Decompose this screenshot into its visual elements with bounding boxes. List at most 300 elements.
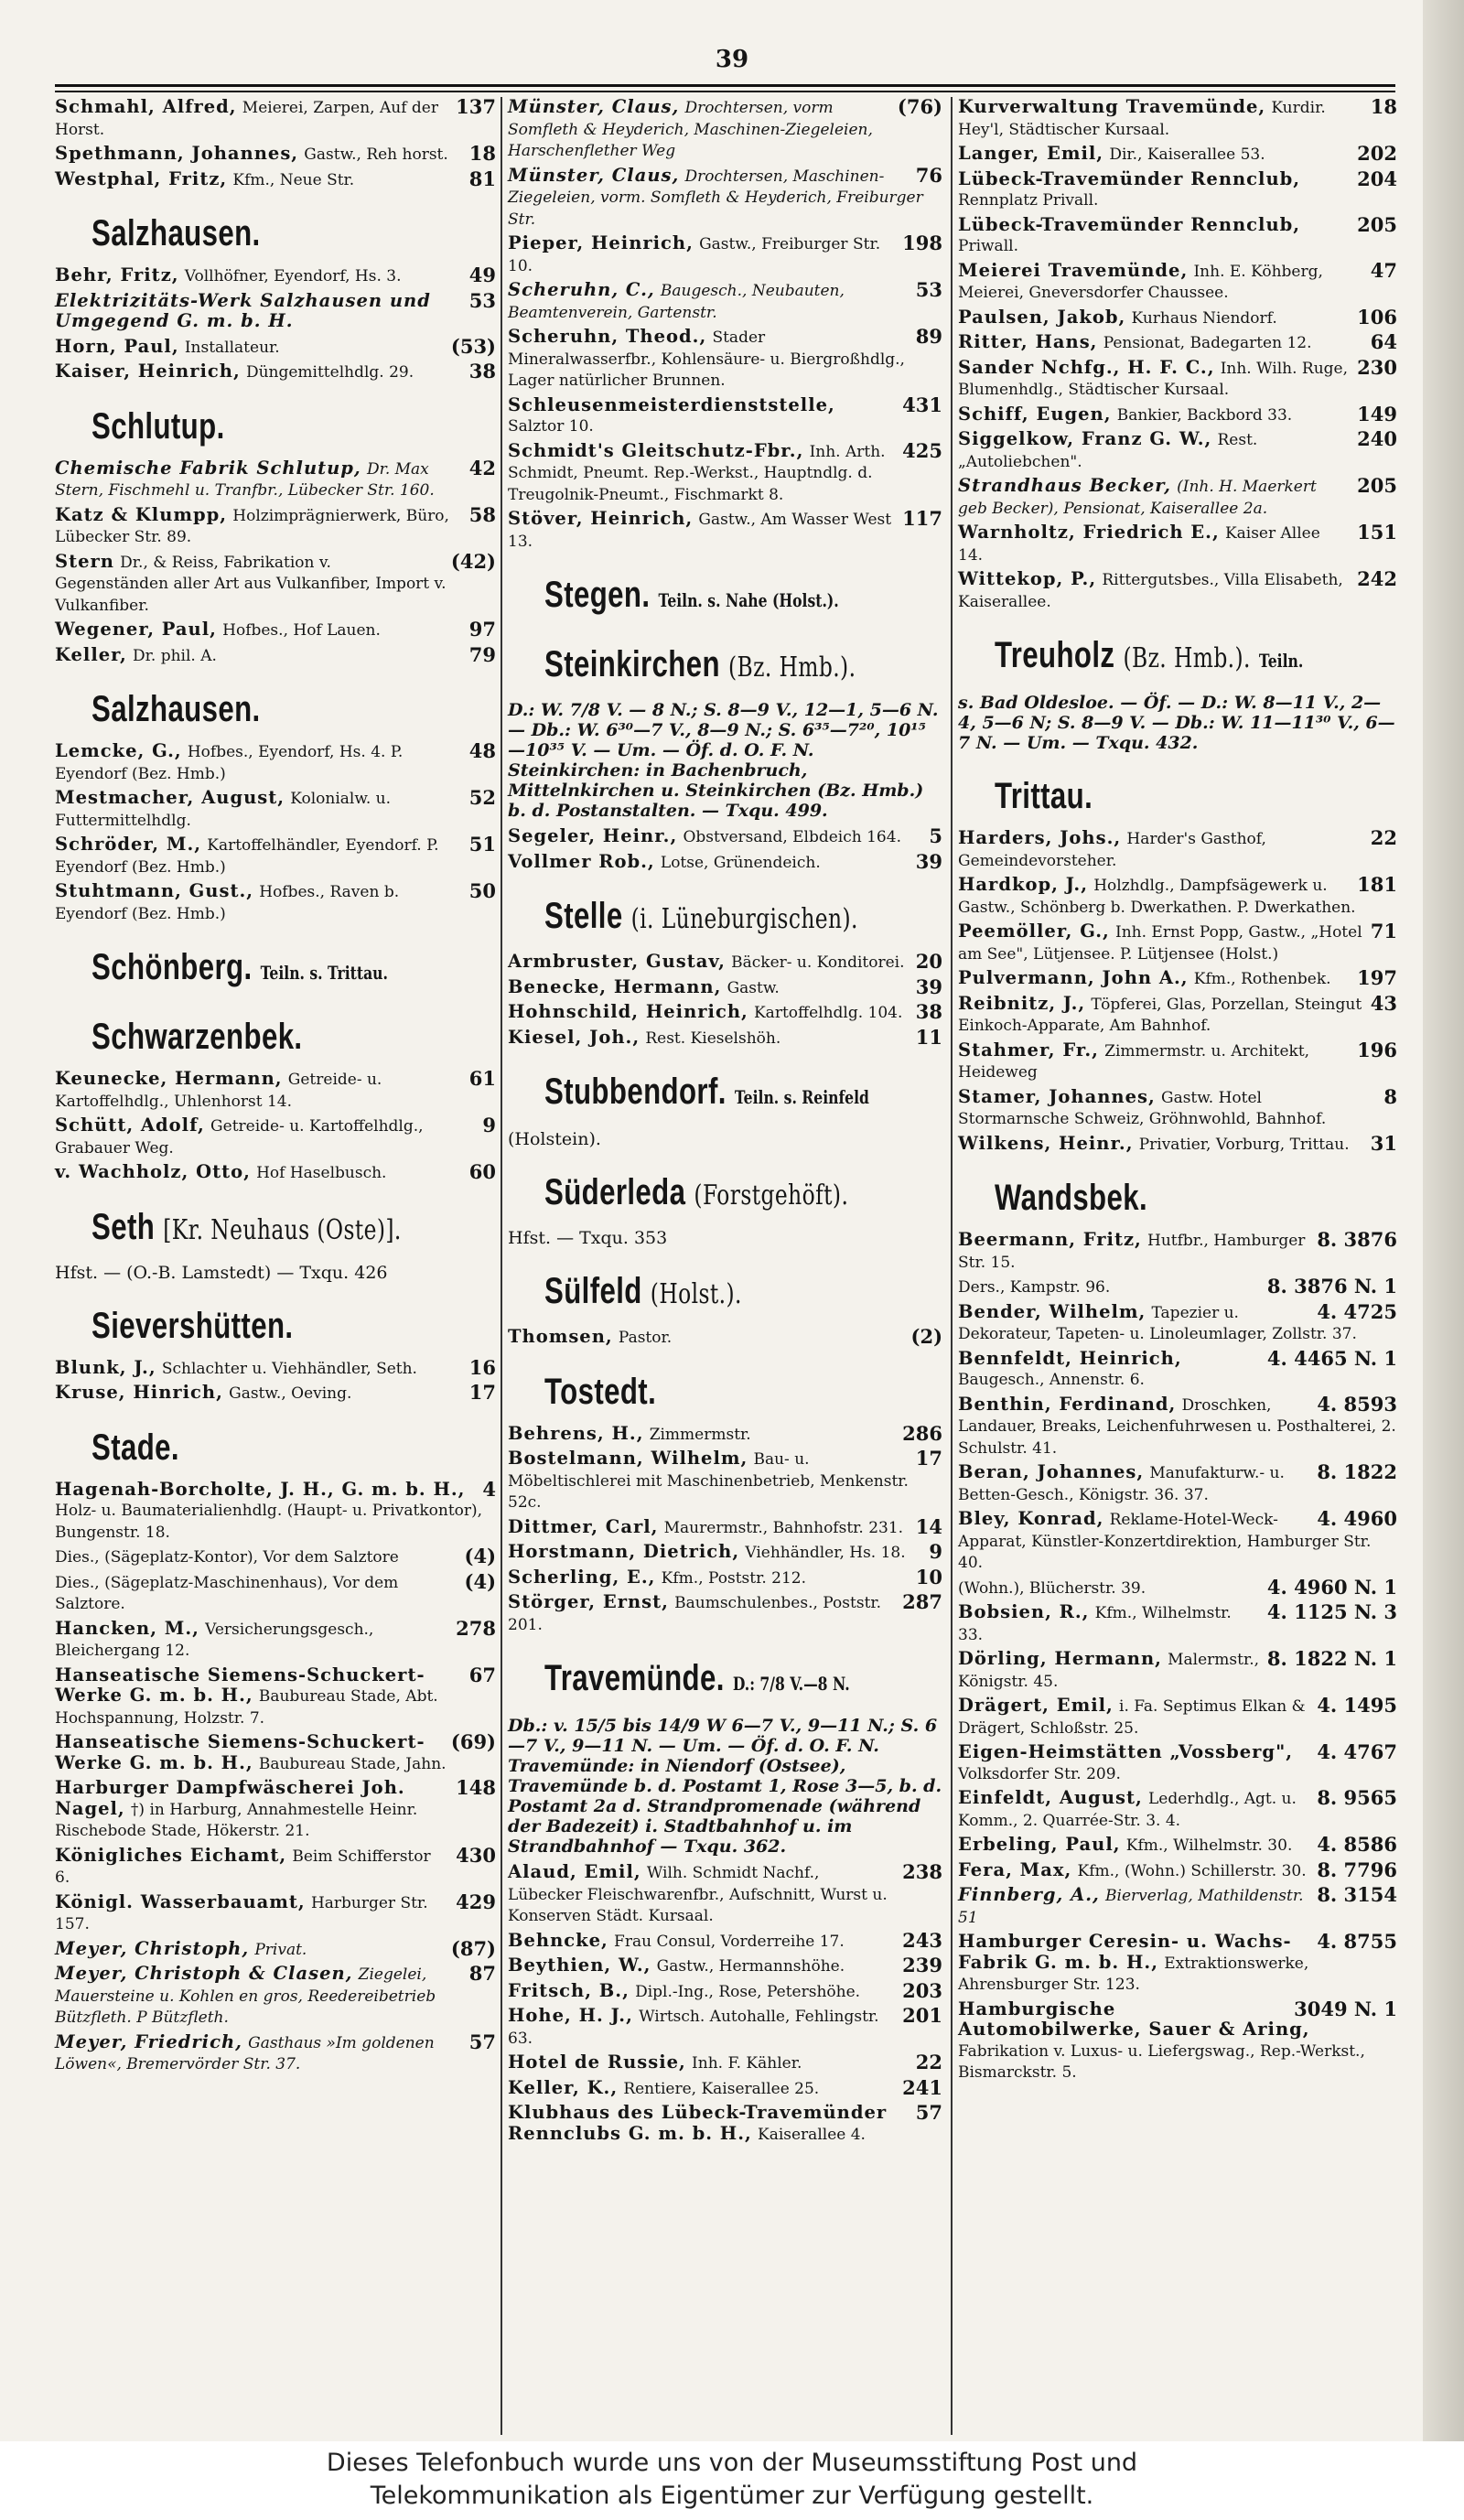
phone-number: 51 bbox=[468, 833, 496, 856]
phone-number: 8. 1822 bbox=[1317, 1460, 1397, 1483]
subscriber-entry bbox=[508, 1567, 942, 1589]
subscriber-name: Schiff, Eugen, bbox=[958, 403, 1112, 425]
subscriber-entry bbox=[55, 1732, 496, 1774]
subscriber-details: Obstversand, Elbdeich 164. bbox=[683, 828, 901, 846]
phone-number: 238 bbox=[902, 1860, 942, 1883]
subscriber-name: Bender, Wilhelm, bbox=[958, 1300, 1146, 1322]
phone-number: 50 bbox=[468, 879, 496, 902]
phone-number: 278 bbox=[456, 1616, 496, 1640]
subscriber-name: Beythien, W., bbox=[508, 1955, 651, 1976]
phone-number: 4. 8593 bbox=[1317, 1392, 1397, 1416]
subscriber-name: Spethmann, Johannes, bbox=[55, 143, 299, 164]
subscriber-entry bbox=[55, 549, 496, 617]
subscriber-entry bbox=[958, 875, 1397, 918]
subscriber-name: Pieper, Heinrich, bbox=[508, 232, 694, 253]
subscriber-details: Baugesch., Annenstr. 6. bbox=[958, 1371, 1145, 1389]
town-name: Stade. bbox=[92, 1427, 179, 1468]
phone-number: 8. 3876 bbox=[1317, 1228, 1397, 1251]
subscriber-entry bbox=[958, 1276, 1397, 1298]
town-region: (Bz. Hmb.). bbox=[1123, 642, 1251, 674]
subscriber-entry bbox=[958, 1885, 1397, 1928]
phone-number: 60 bbox=[468, 1160, 496, 1183]
subscriber-name: Bobsien, R., bbox=[958, 1601, 1090, 1622]
subscriber-entry bbox=[508, 1542, 942, 1564]
town-region: (i. Lüneburgischen). bbox=[630, 903, 858, 935]
subscriber-entry bbox=[958, 97, 1397, 140]
subscriber-name: Alaud, Emil, bbox=[508, 1861, 641, 1882]
subscriber-details: Dr. Max Stern, Fischmehl u. Tranfbr., Lübecker Str. 160. bbox=[55, 459, 435, 500]
subscriber-name: Pulvermann, John A., bbox=[958, 967, 1189, 988]
subscriber-name: Hohnschild, Heinrich, bbox=[508, 1001, 748, 1022]
phone-number: 4. 1125 N. 3 bbox=[1266, 1600, 1397, 1623]
phone-number: 57 bbox=[468, 2030, 496, 2053]
phone-number: 81 bbox=[468, 167, 496, 190]
phone-number: 181 bbox=[1357, 873, 1397, 896]
subscriber-details: Zimmermstr. u. Architekt, Heideweg bbox=[958, 1041, 1310, 1082]
subscriber-entry bbox=[958, 258, 1397, 304]
subscriber-name: Bostelmann, Wilhelm, bbox=[508, 1448, 748, 1469]
subscriber-name: Behr, Fritz, bbox=[55, 264, 179, 285]
phone-number: 57 bbox=[915, 2101, 942, 2124]
footer-line-2: Telekommunikation als Eigentümer zur Verfügung gestellt. bbox=[370, 2482, 1094, 2510]
subscriber-details: Kfm., Poststr. 212. bbox=[661, 1568, 807, 1588]
subscriber-details: Kurdir. Hey'l, Städtischer Kursaal. bbox=[958, 99, 1326, 139]
phone-number: 18 bbox=[468, 142, 496, 165]
town-name: Steinkirchen bbox=[544, 644, 720, 684]
phone-number: (4) bbox=[464, 1569, 496, 1593]
town-heading bbox=[544, 1071, 869, 1118]
subscriber-entry bbox=[958, 1999, 1397, 2084]
phone-number: 198 bbox=[902, 232, 942, 254]
subscriber-details: Ziegelei, Mauersteine u. Kohlen en gros, Reedereibetrieb Bützfleth. P Bützfleth. bbox=[55, 1965, 436, 2027]
phone-number: 4. 8755 bbox=[1317, 1930, 1397, 1953]
subscriber-details: Dr., & Reiss, Fabrikation v. Gegenständen aller Art aus Vulkanfiber, Import v. Vulkanfiber. bbox=[55, 553, 447, 615]
phone-number: 38 bbox=[915, 1000, 942, 1023]
phone-number: 204 bbox=[1357, 167, 1397, 190]
phone-number: 38 bbox=[468, 360, 496, 382]
phone-number: 286 bbox=[902, 1421, 942, 1445]
town-heading bbox=[995, 775, 1308, 817]
subscriber-details: Pastor. bbox=[618, 1329, 673, 1347]
phone-number: 58 bbox=[468, 502, 496, 526]
subscriber-details: Wilh. Schmidt Nachf., Lübecker Fleischwarenfbr., Aufschnitt, Wurst u. Konserven Städt. Kursaal. bbox=[508, 1864, 888, 1925]
phone-number: 202 bbox=[1357, 142, 1397, 165]
subscriber-entry bbox=[508, 1928, 942, 1953]
town-name: Süderleda bbox=[544, 1172, 686, 1212]
town-note: Teiln. s. Trittau. bbox=[260, 962, 388, 984]
subscriber-name: Stuhtmann, Gust., bbox=[55, 880, 254, 901]
town-heading bbox=[544, 1171, 855, 1217]
town-name: Salzhausen. bbox=[92, 689, 261, 729]
town-note: Teiln. bbox=[1258, 650, 1304, 672]
page-number: 39 bbox=[715, 46, 749, 73]
subscriber-name: Stöver, Heinrich, bbox=[508, 508, 694, 529]
subscriber-details: Baubureau Stade, Jahn. bbox=[258, 1754, 447, 1773]
town-note: Teiln. s. Reinfeld bbox=[734, 1086, 869, 1108]
subscriber-name: Kaiser, Heinrich, bbox=[55, 361, 241, 382]
subscriber-entry bbox=[508, 826, 942, 848]
town-heading bbox=[544, 643, 855, 689]
subscriber-name: Finnberg, A., bbox=[958, 1884, 1100, 1905]
phone-number: 9 bbox=[482, 1114, 496, 1136]
subscriber-name: Ritter, Hans, bbox=[958, 331, 1098, 352]
directory-column-2 bbox=[508, 97, 942, 2148]
subscriber-entry bbox=[508, 1592, 942, 1635]
phone-number: 4. 4725 bbox=[1317, 1299, 1397, 1323]
subscriber-details: Hofbes., Hof Lauen. bbox=[222, 621, 381, 640]
subscriber-entry bbox=[55, 881, 496, 924]
subscriber-entry bbox=[55, 1115, 496, 1158]
town-name: Sülfeld bbox=[544, 1271, 642, 1311]
subscriber-name: Lübeck-Travemünder Rennclub, bbox=[958, 167, 1301, 189]
town-name: Salzhausen. bbox=[92, 213, 261, 253]
subscriber-name: Keller, bbox=[55, 643, 127, 665]
phone-number: 39 bbox=[915, 849, 942, 873]
subscriber-details: Priwall. bbox=[958, 237, 1018, 255]
subscriber-entry bbox=[958, 1462, 1397, 1505]
subscriber-details: Wirtsch. Autohalle, Fehlingstr. 63. bbox=[508, 2008, 879, 2048]
subscriber-entry bbox=[958, 1932, 1397, 1996]
subscriber-entry bbox=[55, 1936, 496, 1961]
subscriber-entry bbox=[508, 1002, 942, 1024]
phone-number: 43 bbox=[1370, 991, 1397, 1015]
town-region: (Bz. Hmb.). bbox=[728, 652, 856, 684]
town-heading bbox=[92, 405, 407, 447]
phone-number: 53 bbox=[468, 288, 496, 312]
subscriber-name: Behrens, H., bbox=[508, 1422, 644, 1444]
subscriber-name: Scherling, E., bbox=[508, 1566, 656, 1588]
subscriber-details: Salztor 10. bbox=[508, 417, 594, 436]
subscriber-details: Rennplatz Privall. bbox=[958, 191, 1099, 210]
subscriber-name: Meyer, Christoph & Clasen, bbox=[55, 1963, 353, 1984]
phone-number: 205 bbox=[1357, 212, 1397, 236]
phone-number: 52 bbox=[468, 786, 496, 809]
subscriber-details: Gastw. Hotel Stormarnsche Schweiz, Gröhnwohld, Bahnhof. bbox=[958, 1088, 1327, 1128]
subscriber-details: Gastw., Reh horst. bbox=[304, 145, 448, 164]
subscriber-details: Frau Consul, Vorderreihe 17. bbox=[614, 1932, 845, 1951]
header-rule bbox=[55, 84, 1395, 87]
town-region: (Forstgehöft). bbox=[694, 1179, 849, 1212]
phone-number: 243 bbox=[902, 1928, 942, 1952]
directory-column-3 bbox=[958, 97, 1397, 2087]
subscriber-entry bbox=[55, 1843, 496, 1889]
town-heading bbox=[544, 1371, 855, 1413]
town-name: Stubbendorf. bbox=[544, 1072, 727, 1112]
subscriber-details: Bankier, Backbord 33. bbox=[1116, 405, 1293, 425]
phone-number: (76) bbox=[897, 95, 942, 118]
subscriber-entry bbox=[508, 849, 942, 874]
town-name: Schlutup. bbox=[92, 405, 225, 447]
subscriber-name: Hamburger Ceresin- u. Wachs-Fabrik G. m. b. H., bbox=[958, 1931, 1292, 1973]
town-heading bbox=[995, 1177, 1308, 1219]
subscriber-name: Eigen-Heimstätten „Vossberg", bbox=[958, 1741, 1294, 1762]
subscriber-details: Kfm., Rothenbek. bbox=[1193, 970, 1331, 988]
subscriber-name: Hanseatische Siemens-Schuckert-Werke G. m. b. H., bbox=[55, 1731, 425, 1773]
subscriber-entry bbox=[55, 1355, 496, 1380]
subscriber-name: Wittekop, P., bbox=[958, 568, 1097, 589]
town-region: [Kr. Neuhaus (Oste)]. bbox=[163, 1213, 402, 1246]
phone-number: (69) bbox=[450, 1730, 496, 1753]
subscriber-details: Dies., (Sägeplatz-Kontor), Vor dem Salztore bbox=[55, 1548, 399, 1567]
subscriber-details: Kartoffelhändler, Eyendorf. P. Eyendorf (Bez. Hmb.) bbox=[55, 836, 439, 877]
subscriber-entry bbox=[55, 1569, 496, 1615]
subscriber-details: Rittergutsbes., Villa Elisabeth, Kaiserallee. bbox=[958, 571, 1343, 611]
subscriber-entry bbox=[55, 169, 496, 191]
subscriber-details: Getreide- u. Kartoffelhdlg., Grabauer Weg. bbox=[55, 1117, 424, 1158]
subscriber-entry bbox=[958, 429, 1397, 472]
subscriber-entry bbox=[508, 395, 942, 437]
subscriber-name: Schröder, M., bbox=[55, 834, 202, 855]
phone-number: 8. 9565 bbox=[1317, 1786, 1397, 1809]
subscriber-name: Wilkens, Heinr., bbox=[958, 1132, 1134, 1154]
subscriber-details: Drochtersen, vorm Somfleth & Heyderich, Maschinen-Ziegeleien, Harschenflether Weg bbox=[508, 99, 873, 160]
phone-number: 53 bbox=[915, 278, 942, 301]
subscriber-name: Keller, K., bbox=[508, 2076, 619, 2098]
subscriber-details: Kfm., Wilhelmstr. 30. bbox=[1125, 1836, 1293, 1855]
subscriber-details: Drochtersen, Maschinen-Ziegeleien, vorm. Somfleth & Heyderich, Freiburger Str. bbox=[508, 167, 923, 229]
subscriber-details: Volksdorfer Str. 209. bbox=[958, 1764, 1121, 1783]
subscriber-name: Hotel de Russie, bbox=[508, 2052, 686, 2073]
subscriber-entry bbox=[508, 1514, 942, 1539]
town-name: Stelle bbox=[544, 896, 623, 936]
subscriber-name: Vollmer Rob., bbox=[508, 850, 655, 872]
subscriber-details: †) in Harburg, Annahmestelle Heinr. Rischebode Stade, Hökerstr. 21. bbox=[55, 1800, 418, 1840]
subscriber-name: Benthin, Ferdinand, bbox=[958, 1393, 1177, 1415]
town-heading bbox=[92, 1305, 407, 1347]
phone-number: 11 bbox=[915, 1025, 942, 1049]
phone-number: 201 bbox=[902, 2004, 942, 2027]
phone-number: 17 bbox=[915, 1447, 942, 1470]
town-heading bbox=[92, 688, 407, 730]
phone-number: 151 bbox=[1357, 521, 1397, 544]
subscriber-entry bbox=[55, 288, 496, 333]
subscriber-name: Meierei Travemünde, bbox=[958, 259, 1189, 281]
subscriber-details: Gastw. bbox=[727, 978, 780, 997]
subscriber-entry bbox=[958, 1649, 1397, 1692]
subscriber-details: Kfm., Neue Str. bbox=[232, 170, 355, 189]
subscriber-details: Gasthaus »Im goldenen Löwen«, Bremervörder Str. 37. bbox=[55, 2033, 435, 2073]
subscriber-entry bbox=[958, 828, 1397, 871]
subscriber-name: Reibnitz, J., bbox=[958, 992, 1086, 1014]
subscriber-name: Meyer, Christoph, bbox=[55, 1937, 250, 1959]
subscriber-entry bbox=[55, 1383, 496, 1405]
subscriber-name: Sander Nchfg., H. F. C., bbox=[958, 356, 1215, 378]
subscriber-entry bbox=[55, 1162, 496, 1184]
subscriber-entry bbox=[508, 2075, 942, 2100]
phone-number: (4) bbox=[464, 1545, 496, 1567]
subscriber-entry bbox=[958, 1230, 1397, 1273]
phone-number: 4. 8586 bbox=[1317, 1833, 1397, 1856]
subscriber-entry bbox=[508, 97, 942, 162]
phone-number: 9 bbox=[929, 1540, 942, 1563]
town-name: Seth bbox=[92, 1206, 156, 1247]
town-heading bbox=[92, 1427, 407, 1469]
phone-number: 14 bbox=[915, 1514, 942, 1538]
subscriber-details: Reklame-Hotel-Weck-Apparat, Künstler-Konzertdirektion, Hamburger Str. 40. bbox=[958, 1511, 1372, 1572]
subscriber-details: Hof Haselbusch. bbox=[256, 1164, 387, 1182]
phone-number: 49 bbox=[468, 264, 496, 286]
town-heading bbox=[92, 946, 407, 994]
subscriber-name: Behncke, bbox=[508, 1929, 608, 1951]
town-heading bbox=[995, 634, 1308, 682]
subscriber-name: Münster, Claus, bbox=[508, 164, 680, 186]
phone-number: 47 bbox=[1370, 258, 1397, 282]
subscriber-entry bbox=[55, 1778, 496, 1842]
subscriber-name: Katz & Klumpp, bbox=[55, 503, 228, 525]
subscriber-name: Beermann, Fritz, bbox=[958, 1229, 1142, 1250]
subscriber-details: Kurhaus Niendorf. bbox=[1131, 308, 1277, 328]
town-name: Travemünde. bbox=[544, 1658, 725, 1698]
subscriber-name: v. Wachholz, Otto, bbox=[55, 1161, 251, 1182]
subscriber-name: Schmidt's Gleitschutz-Fbr., bbox=[508, 439, 804, 461]
subscriber-name: Bennfeldt, Heinrich, bbox=[958, 1347, 1182, 1369]
subscriber-entry bbox=[508, 327, 942, 392]
subscriber-details: Dr. phil. A. bbox=[133, 646, 217, 665]
subscriber-name: Stern bbox=[55, 550, 114, 572]
phone-number: 230 bbox=[1357, 355, 1397, 379]
subscriber-entry bbox=[958, 569, 1397, 612]
archive-footer bbox=[0, 2441, 1464, 2520]
subscriber-details: Inh. Wilh. Ruge, Blumenhdlg., Städtischer Kursaal. bbox=[958, 359, 1349, 399]
subscriber-name: Benecke, Hermann, bbox=[508, 975, 722, 997]
subscriber-details: Dies., (Sägeplatz-Maschinenhaus), Vor dem Salztore. bbox=[55, 1573, 399, 1613]
subscriber-details: Inh. Arth. Schmidt, Pneumt. Rep.-Werkst., Hauptndlg. d. Treugolnik-Pneumt., Fischmarkt 8. bbox=[508, 442, 886, 504]
subscriber-name: Langer, Emil, bbox=[958, 143, 1104, 164]
subscriber-entry bbox=[508, 1421, 942, 1446]
subscriber-name: Peemöller, G., bbox=[958, 921, 1110, 942]
subscriber-entry bbox=[958, 1084, 1397, 1130]
subscriber-entry bbox=[55, 458, 496, 501]
subscriber-entry bbox=[55, 1069, 496, 1112]
subscriber-details: Droschken, Landauer, Breaks, Leichenfuhrwesen u. Posthalterei, 2. Schulstr. 41. bbox=[958, 1395, 1396, 1458]
subscriber-name: Drägert, Emil, bbox=[958, 1695, 1114, 1716]
subscriber-entry bbox=[55, 1546, 496, 1568]
subscriber-details: Bierverlag, Mathildenstr. 51 bbox=[958, 1887, 1304, 1927]
phone-number: 4. 4465 N. 1 bbox=[1266, 1346, 1397, 1370]
subscriber-name: Hamburgische Automobilwerke, Sauer & Aring, bbox=[958, 1998, 1310, 2040]
subscriber-name: Königl. Wasserbauamt, bbox=[55, 1890, 306, 1912]
subscriber-entry bbox=[55, 788, 496, 831]
town-info-text: (Holstein). bbox=[508, 1129, 601, 1149]
subscriber-details: Bäcker- u. Konditorei. bbox=[731, 953, 905, 972]
subscriber-details: (Inh. H. Maerkert geb Becker), Pensionat, Kaiserallee 2a. bbox=[958, 478, 1317, 518]
subscriber-entry bbox=[958, 1860, 1397, 1882]
subscriber-details: Baubureau Stade, Abt. Hochspannung, Holzstr. 7. bbox=[55, 1687, 438, 1728]
town-name: Stegen. bbox=[544, 575, 651, 615]
phone-number: 76 bbox=[915, 163, 942, 187]
phone-number: 197 bbox=[1357, 966, 1397, 989]
subscriber-entry bbox=[55, 97, 496, 140]
subscriber-name: Erbeling, Paul, bbox=[958, 1834, 1121, 1855]
subscriber-details: Schlachter u. Viehhändler, Seth. bbox=[161, 1359, 417, 1378]
subscriber-details: Privatier, Vorburg, Trittau. bbox=[1138, 1135, 1350, 1154]
subscriber-details: Kartoffelhdlg. 104. bbox=[753, 1004, 903, 1022]
subscriber-name: Lübeck-Travemünder Rennclub, bbox=[958, 213, 1301, 235]
subscriber-name: Klubhaus des Lübeck-Travemünder Rennclubs G. m. b. H., bbox=[508, 2102, 888, 2144]
subscriber-details: Lederhdlg., Agt. u. Komm., 2. Quarrée-Str. 3. 4. bbox=[958, 1790, 1297, 1830]
subscriber-details: Rentiere, Kaiserallee 25. bbox=[623, 2079, 820, 2098]
phone-number: 205 bbox=[1357, 474, 1397, 497]
subscriber-name: Thomsen, bbox=[508, 1326, 613, 1347]
town-info-text: Db.: v. 15/5 bis 14/9 W 6—7 V., 9—11 N.; S. 6—7 V., 9—11 N. — Um. — Öf. d. O. F. N. Travemünde: in Niendorf (Ostsee), Travemünde b. d. Postamt 1, Rose 3—5, b. d. Postamt 2a d. Strandpromenade (während der Badezeit) i. Stadtbahnhof u. im Strandbahnhof — Txqu. 362. bbox=[508, 1716, 942, 1857]
subscriber-entry bbox=[55, 1665, 496, 1729]
subscriber-details: Maurermstr., Bahnhofstr. 231. bbox=[663, 1518, 904, 1537]
town-info-text: D.: W. 7/8 V. — 8 N.; S. 8—9 V., 12—1, 5—6 N. — Db.: W. 6³⁰—7 V., 8—9 N.; S. 6³⁵—7²⁰, 10¹⁵—10³⁵ V. — Um. — Öf. d. O. F. N. Steinkirchen: in Bachenbruch, Mittelnkirchen u. Steinkirchen (Bz. Hmb.) b. d. Postanstalten. — Txqu. 499. bbox=[508, 700, 939, 821]
subscriber-name: Schütt, Adolf, bbox=[55, 1115, 205, 1136]
subscriber-entry bbox=[958, 1602, 1397, 1645]
subscriber-details: Stader Mineralwasserfbr., Kohlensäure- u. Biergroßhdlg., Lager natürlicher Brunnen. bbox=[508, 328, 905, 390]
subscriber-details: Bau- u. Möbeltischlerei mit Maschinenbetrieb, Menkenstr. 52c. bbox=[508, 1450, 909, 1512]
subscriber-name: Horstmann, Dietrich, bbox=[508, 1541, 740, 1562]
subscriber-entry bbox=[508, 233, 942, 276]
town-heading bbox=[92, 1206, 407, 1252]
subscriber-name: Segeler, Heinr., bbox=[508, 825, 678, 846]
subscriber-details: (Wohn.), Blücherstr. 39. bbox=[958, 1578, 1146, 1598]
subscriber-entry bbox=[55, 835, 496, 878]
subscriber-name: Harders, Johs., bbox=[958, 827, 1122, 848]
subscriber-details: Gastw., Am Wasser West 13. bbox=[508, 511, 892, 551]
subscriber-details: Rest. Kieselshöh. bbox=[645, 1028, 781, 1048]
town-region: (Holst.). bbox=[650, 1278, 742, 1310]
phone-number: 48 bbox=[468, 739, 496, 762]
subscriber-name: Fritsch, B., bbox=[508, 1979, 630, 2001]
subscriber-details: Kolonialw. u. Futtermittelhdlg. bbox=[55, 790, 392, 830]
subscriber-entry bbox=[958, 1742, 1397, 1784]
subscriber-details: Zimmermstr. bbox=[649, 1425, 751, 1444]
subscriber-details: Meierei, Zarpen, Auf der Horst. bbox=[55, 99, 438, 139]
subscriber-entry bbox=[55, 265, 496, 287]
phone-number: 8 bbox=[1383, 1084, 1397, 1108]
subscriber-name: Strandhaus Becker, bbox=[958, 475, 1171, 496]
subscriber-name: Scheruhn, C., bbox=[508, 279, 655, 300]
phone-number: 79 bbox=[468, 642, 496, 666]
subscriber-name: Westphal, Fritz, bbox=[55, 167, 228, 189]
subscriber-entry bbox=[958, 332, 1397, 354]
subscriber-name: Störger, Ernst, bbox=[508, 1591, 669, 1612]
subscriber-details: Vollhöfner, Eyendorf, Hs. 3. bbox=[184, 267, 402, 285]
phone-number: 148 bbox=[456, 1776, 496, 1799]
phone-number: 149 bbox=[1357, 402, 1397, 425]
phone-number: 137 bbox=[456, 95, 496, 118]
subscriber-entry bbox=[508, 1978, 942, 2003]
subscriber-details: Töpferei, Glas, Porzellan, Steingut Einkoch-Apparate, Am Bahnhof. bbox=[958, 995, 1362, 1035]
subscriber-entry bbox=[508, 2103, 942, 2145]
subscriber-details: Privat. bbox=[254, 1940, 307, 1959]
phone-number: 5 bbox=[929, 824, 942, 847]
subscriber-name: Paulsen, Jakob, bbox=[958, 306, 1126, 328]
phone-number: 87 bbox=[468, 1962, 496, 1985]
phone-number: 16 bbox=[468, 1355, 496, 1379]
phone-number: 8. 1822 N. 1 bbox=[1266, 1647, 1397, 1670]
subscriber-name: Kruse, Hinrich, bbox=[55, 1382, 223, 1403]
subscriber-name: Armbruster, Gustav, bbox=[508, 951, 726, 972]
phone-number: 3049 N. 1 bbox=[1294, 1997, 1397, 2020]
phone-number: 429 bbox=[456, 1890, 496, 1913]
town-name: Wandsbek. bbox=[995, 1178, 1148, 1218]
subscriber-name: Stahmer, Fr., bbox=[958, 1039, 1099, 1061]
phone-number: 10 bbox=[915, 1565, 942, 1588]
subscriber-entry bbox=[958, 1131, 1397, 1156]
phone-number: 22 bbox=[915, 2051, 942, 2073]
subscriber-entry bbox=[55, 1964, 496, 2029]
subscriber-entry bbox=[55, 144, 496, 166]
subscriber-details: Holz- u. Baumaterialienhdlg. (Haupt- u. Privatkontor), Bungenstr. 18. bbox=[55, 1502, 483, 1542]
subscriber-entry bbox=[55, 1892, 496, 1935]
subscriber-entry bbox=[508, 2052, 942, 2074]
subscriber-name: Fera, Max, bbox=[958, 1858, 1072, 1880]
town-heading bbox=[544, 574, 855, 621]
subscriber-details: Kfm., (Wohn.) Schillerstr. 30. bbox=[1077, 1861, 1307, 1880]
